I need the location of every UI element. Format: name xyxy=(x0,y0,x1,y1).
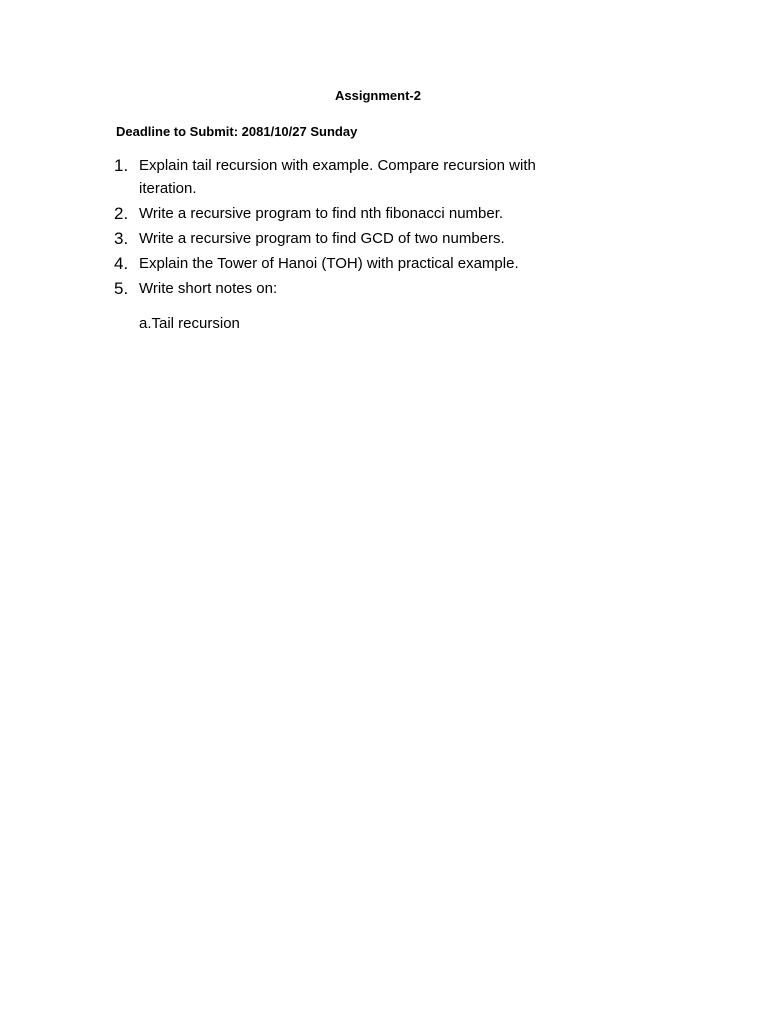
question-item-3 xyxy=(114,227,594,250)
question-text: Write a recursive program to find GCD of two numbers. xyxy=(139,230,505,247)
question-item-2 xyxy=(114,202,594,225)
deadline-text: Deadline to Submit: 2081/10/27 Sunday xyxy=(116,124,358,139)
question-text: Write a recursive program to find nth fibonacci number. xyxy=(139,205,504,222)
question-item-1 xyxy=(114,154,594,200)
question-text: Explain the Tower of Hanoi (TOH) with practical example. xyxy=(139,255,519,272)
question-number: 5. xyxy=(114,279,129,298)
question-number: 1. xyxy=(114,156,129,175)
question-text: Explain tail recursion with example. Compare recursion with iteration. xyxy=(139,157,536,197)
sub-note-item: a.Tail recursion xyxy=(139,315,240,332)
question-list xyxy=(114,154,594,302)
question-text: Write short notes on: xyxy=(139,280,278,297)
question-number: 3. xyxy=(114,229,129,248)
question-item-5 xyxy=(114,277,594,300)
question-item-4 xyxy=(114,252,594,275)
question-number: 2. xyxy=(114,204,129,223)
document-title: Assignment-2 xyxy=(335,88,421,103)
question-number: 4. xyxy=(114,254,129,273)
